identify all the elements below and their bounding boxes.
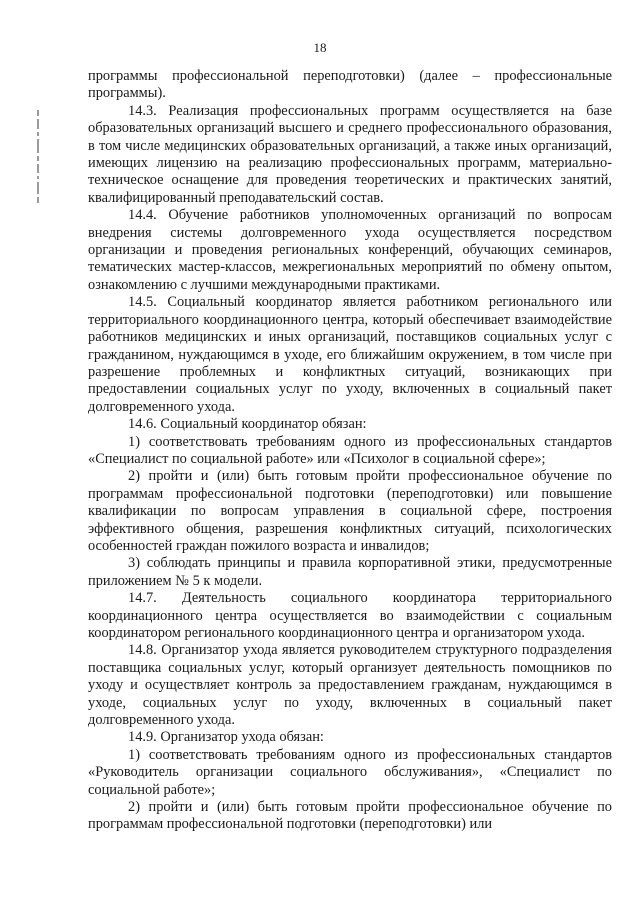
paragraph-14-6: 14.6. Социальный координатор обязан: — [128, 416, 367, 433]
page-number: 18 — [313, 40, 327, 55]
list-item-14-9-2: 2) пройти и (или) быть готовым пройти профессиональное обучение по программам профессиональной подготовки (переподготовки) или — [88, 799, 612, 833]
paragraph-continuation: программы профессиональной переподготовки) (далее – профессиональные программы). — [88, 68, 612, 102]
list-item-14-6-1: 1) соответствовать требованиям одного из профессиональных стандартов «Специалист по социальной работе» или «Психолог в социальной сфере»; — [88, 433, 612, 467]
paragraph-14-4: 14.4. Обучение работников уполномоченных организаций по вопросам внедрения системы долговременного ухода осуществляется посредством организации и проведения региональных конференций, обучающих семинаров, тематических мастер-классов, межрегиональных мероприятий по обмену опытом, ознакомлению с лучшими международными практиками. — [88, 207, 612, 293]
list-item-14-6-2: 2) пройти и (или) быть готовым пройти профессиональное обучение по программам профессиональной подготовки (переподготовки) или повышение квалификации по вопросам управления в социальной сфере, построения эффективного общения, разрешения конфликтных ситуаций, психологических особенностей граждан пожилого возраста и инвалидов; — [88, 468, 612, 554]
list-item-14-9-1: 1) соответствовать требованиям одного из профессиональных стандартов «Руководитель организации социального обслуживания», «Специалист по социальной работе»; — [88, 746, 612, 798]
paragraph-14-9: 14.9. Организатор ухода обязан: — [128, 729, 324, 746]
paragraph-14-8: 14.8. Организатор ухода является руководителем структурного подразделения поставщика социальных услуг, который организует деятельность помощников по уходу и осуществляет контроль за предоставлением гражданам, нуждающимся в уходе, социальных услуг по уходу, включенных в социальный пакет долговременного ухода. — [88, 642, 612, 729]
paragraph-14-7: 14.7. Деятельность социального координатора территориального координационного центра осуществляется во взаимодействии с социальным координатором регионального координационного центра и организатором ухода. — [88, 590, 612, 641]
margin-scan-marks — [28, 110, 48, 250]
paragraph-14-3: 14.3. Реализация профессиональных программ осуществляется на базе образовательных организаций высшего и среднего профессионального образования, в том числе медицинских образовательных организаций, а также иных организаций, имеющих лицензию на реализацию профессиональных программ, материально-техническое оснащение для проведения теоретических и практических занятий, квалифицированный преподавательский состав. — [88, 102, 612, 206]
list-item-14-6-3: 3) соблюдать принципы и правила корпоративной этики, предусмотренные приложением № 5 к модели. — [88, 555, 612, 589]
document-body — [88, 68, 612, 834]
paragraph-14-5: 14.5. Социальный координатор является работником регионального или территориального координационного центра, который обеспечивает взаимодействие работников медицинских и иных организаций, поставщиков социальных услуг с гражданином, нуждающимся в уходе, его ближайшим окружением, в том числе при разрешение проблемных и конфликтных ситуаций, возникающих при предоставлении социальных услуг по уходу, включенных в социальный пакет долговременного ухода. — [88, 294, 612, 415]
